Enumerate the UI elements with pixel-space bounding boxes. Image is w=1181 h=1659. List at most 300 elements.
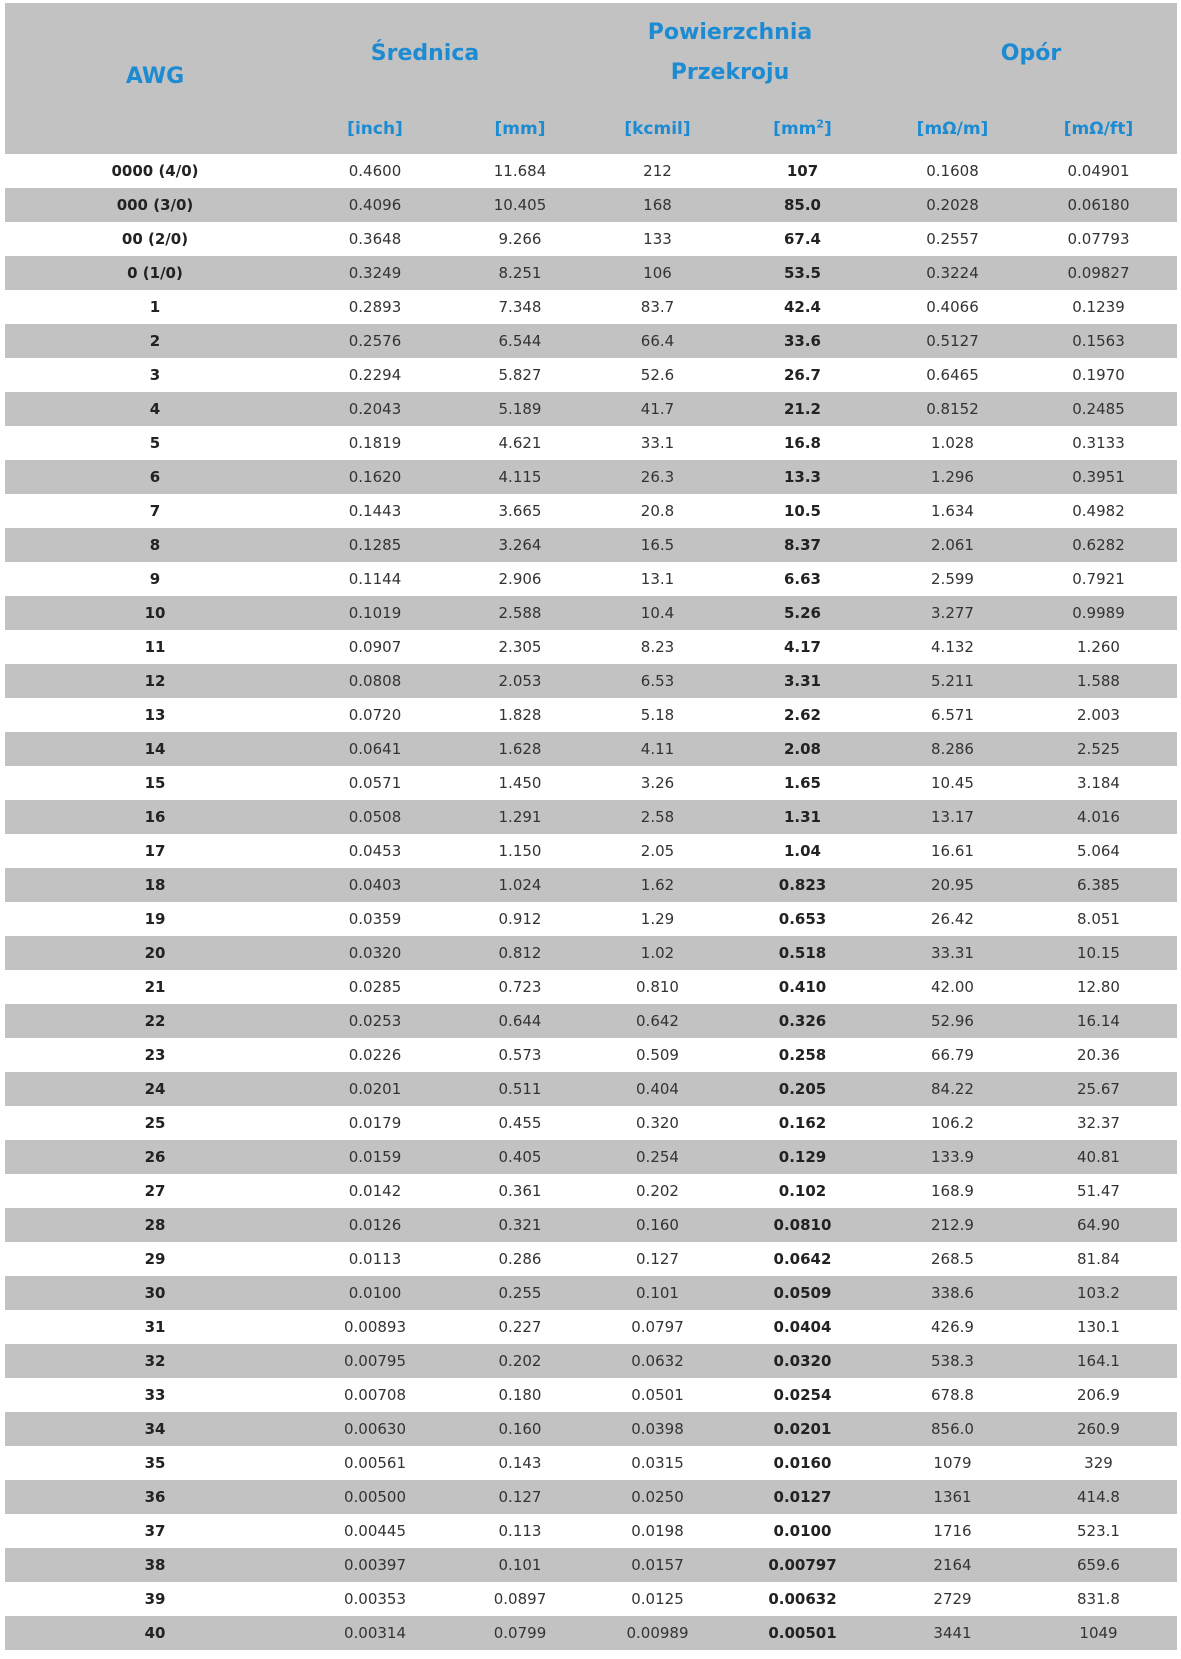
cell-diameter-inch: 0.00630	[305, 1412, 445, 1446]
unit-mohm-per-ft: [mΩ/ft]	[1063, 119, 1134, 139]
cell-area-mm2: 2.62	[783, 706, 821, 724]
cell-area-kcmil: 0.00989	[595, 1616, 720, 1650]
cell-area-kcmil: 0.0250	[595, 1480, 720, 1514]
table-row	[5, 936, 1177, 970]
cell-area-kcmil: 168	[595, 188, 720, 222]
cell-resistance-mohm-m: 856.0	[885, 1412, 1020, 1446]
cell-area-kcmil: 1.02	[595, 936, 720, 970]
cell-resistance-mohm-ft: 831.8	[1077, 1590, 1120, 1608]
cell-resistance-mohm-m: 338.6	[885, 1276, 1020, 1310]
cell-resistance-mohm-m: 3441	[885, 1616, 1020, 1650]
cell-resistance-mohm-m: 26.42	[931, 910, 974, 928]
unit-mm2-base: [mm	[773, 119, 817, 139]
table-row	[5, 1582, 1177, 1616]
table-row	[5, 800, 1177, 834]
cell-area-mm2: 0.0254	[773, 1386, 832, 1404]
cell-diameter-mm: 0.644	[445, 1004, 595, 1038]
cell-resistance-mohm-m: 0.1608	[926, 162, 979, 180]
table-row	[5, 494, 1177, 528]
cell-area-mm2: 4.17	[783, 638, 821, 656]
cell-resistance-mohm-ft: 1.260	[1077, 638, 1120, 656]
cell-diameter-mm: 1.450	[498, 774, 542, 792]
table-row	[5, 1242, 1177, 1276]
cell-diameter-mm: 0.143	[498, 1454, 542, 1472]
cell-resistance-mohm-m: 0.5127	[885, 324, 1020, 358]
cell-resistance-mohm-ft: 20.36	[1077, 1046, 1120, 1064]
cell-area-mm2: 3.31	[720, 664, 885, 698]
awg-table-container	[5, 3, 1177, 1650]
cell-diameter-mm: 0.573	[498, 1046, 542, 1064]
table-row	[5, 664, 1177, 698]
cell-area-mm2: 33.6	[720, 324, 885, 358]
cell-resistance-mohm-ft: 659.6	[1020, 1548, 1177, 1582]
unit-mohm-per-m: [mΩ/m]	[916, 119, 989, 139]
cell-diameter-inch: 0.0285	[348, 978, 402, 996]
cell-resistance-mohm-m: 212.9	[885, 1208, 1020, 1242]
table-row	[5, 1072, 1177, 1106]
cell-area-kcmil: 0.0198	[631, 1522, 684, 1540]
cell-resistance-mohm-ft: 0.04901	[1067, 162, 1130, 180]
table-row	[5, 1616, 1177, 1650]
cell-resistance-mohm-ft: 103.2	[1020, 1276, 1177, 1310]
cell-area-kcmil: 0.0797	[631, 1318, 684, 1336]
cell-diameter-mm: 0.101	[445, 1548, 595, 1582]
cell-resistance-mohm-ft: 523.1	[1077, 1522, 1120, 1540]
cell-awg: 38	[5, 1548, 305, 1582]
cell-awg: 0000 (4/0)	[111, 162, 199, 180]
table-row	[5, 766, 1177, 800]
table-row	[5, 868, 1177, 902]
cell-area-kcmil: 0.0125	[631, 1590, 684, 1608]
cell-diameter-mm: 10.405	[445, 188, 595, 222]
cell-area-kcmil: 0.127	[636, 1250, 679, 1268]
cell-diameter-inch: 0.0253	[305, 1004, 445, 1038]
cell-awg: 12	[5, 664, 305, 698]
cell-area-kcmil: 0.101	[595, 1276, 720, 1310]
cell-resistance-mohm-ft: 0.7921	[1072, 570, 1125, 588]
cell-awg: 17	[144, 842, 166, 860]
cell-resistance-mohm-m: 1716	[933, 1522, 972, 1540]
cell-area-kcmil: 66.4	[595, 324, 720, 358]
table-row	[5, 562, 1177, 596]
table-row	[5, 1276, 1177, 1310]
cell-resistance-mohm-ft: 0.9989	[1020, 596, 1177, 630]
cell-resistance-mohm-m: 1.634	[931, 502, 974, 520]
cell-diameter-inch: 0.0359	[348, 910, 402, 928]
table-row	[5, 1446, 1177, 1480]
cell-resistance-mohm-ft: 81.84	[1077, 1250, 1120, 1268]
cell-diameter-mm: 3.264	[445, 528, 595, 562]
cell-resistance-mohm-m: 52.96	[885, 1004, 1020, 1038]
cell-resistance-mohm-ft: 0.4982	[1072, 502, 1125, 520]
cell-diameter-mm: 1.291	[445, 800, 595, 834]
cell-diameter-mm: 4.621	[498, 434, 542, 452]
cell-awg: 20	[5, 936, 305, 970]
cell-awg: 37	[144, 1522, 166, 1540]
table-row	[5, 1514, 1177, 1548]
cell-awg: 0 (1/0)	[5, 256, 305, 290]
cell-area-kcmil: 41.7	[595, 392, 720, 426]
cell-diameter-mm: 2.305	[498, 638, 542, 656]
cell-diameter-mm: 0.202	[445, 1344, 595, 1378]
cell-diameter-mm: 0.180	[498, 1386, 542, 1404]
cell-resistance-mohm-m: 20.95	[885, 868, 1020, 902]
cell-awg: 29	[144, 1250, 166, 1268]
cell-diameter-mm: 2.053	[445, 664, 595, 698]
cell-diameter-inch: 0.0159	[305, 1140, 445, 1174]
cell-resistance-mohm-m: 5.211	[885, 664, 1020, 698]
cell-area-mm2: 0.00501	[720, 1616, 885, 1650]
cell-diameter-inch: 0.00795	[305, 1344, 445, 1378]
cell-area-kcmil: 106	[595, 256, 720, 290]
cell-resistance-mohm-ft: 51.47	[1077, 1182, 1120, 1200]
cell-diameter-mm: 0.321	[445, 1208, 595, 1242]
cell-area-kcmil: 212	[643, 162, 672, 180]
cell-area-mm2: 0.205	[720, 1072, 885, 1106]
cell-awg: 25	[144, 1114, 166, 1132]
cell-area-kcmil: 0.202	[636, 1182, 679, 1200]
cell-resistance-mohm-m: 0.3224	[885, 256, 1020, 290]
cell-awg: 6	[5, 460, 305, 494]
cell-awg: 31	[144, 1318, 166, 1336]
cell-diameter-inch: 0.0641	[305, 732, 445, 766]
cell-area-mm2: 0.258	[778, 1046, 827, 1064]
cell-diameter-inch: 0.00314	[305, 1616, 445, 1650]
cell-area-kcmil: 0.254	[595, 1140, 720, 1174]
cell-resistance-mohm-ft: 164.1	[1020, 1344, 1177, 1378]
table-row	[5, 460, 1177, 494]
cell-diameter-mm: 1.024	[445, 868, 595, 902]
table-row	[5, 426, 1177, 460]
table-row	[5, 1480, 1177, 1514]
table-row	[5, 188, 1177, 222]
cell-resistance-mohm-ft: 5.064	[1077, 842, 1120, 860]
table-row	[5, 358, 1177, 392]
cell-resistance-mohm-m: 0.2557	[926, 230, 979, 248]
cell-awg: 22	[5, 1004, 305, 1038]
cell-diameter-mm: 7.348	[498, 298, 542, 316]
cell-diameter-mm: 5.189	[445, 392, 595, 426]
table-row	[5, 1378, 1177, 1412]
cell-area-kcmil: 0.0501	[631, 1386, 684, 1404]
cell-resistance-mohm-m: 0.8152	[885, 392, 1020, 426]
cell-resistance-mohm-m: 16.61	[931, 842, 974, 860]
cell-resistance-mohm-m: 1361	[885, 1480, 1020, 1514]
cell-resistance-mohm-m: 538.3	[885, 1344, 1020, 1378]
cell-resistance-mohm-ft: 6.385	[1020, 868, 1177, 902]
cell-diameter-mm: 0.255	[445, 1276, 595, 1310]
cell-area-mm2: 26.7	[783, 366, 821, 384]
cell-resistance-mohm-ft: 16.14	[1020, 1004, 1177, 1038]
cell-diameter-inch: 0.3249	[305, 256, 445, 290]
cell-diameter-inch: 0.0907	[348, 638, 402, 656]
cell-area-mm2: 0.0404	[773, 1318, 832, 1336]
cell-area-mm2: 0.823	[720, 868, 885, 902]
cell-awg: 26	[5, 1140, 305, 1174]
cell-resistance-mohm-m: 4.132	[931, 638, 974, 656]
cell-diameter-mm: 0.812	[445, 936, 595, 970]
table-row	[5, 902, 1177, 936]
cell-area-mm2: 13.3	[720, 460, 885, 494]
cell-area-kcmil: 8.23	[640, 638, 675, 656]
cell-resistance-mohm-ft: 12.80	[1077, 978, 1120, 996]
cell-diameter-inch: 0.4600	[348, 162, 402, 180]
cell-resistance-mohm-ft: 64.90	[1020, 1208, 1177, 1242]
cell-resistance-mohm-m: 678.8	[931, 1386, 974, 1404]
table-row	[5, 324, 1177, 358]
cell-area-kcmil: 1.29	[640, 910, 675, 928]
cell-resistance-mohm-m: 1.296	[885, 460, 1020, 494]
cell-area-kcmil: 26.3	[595, 460, 720, 494]
cell-area-kcmil: 0.0157	[595, 1548, 720, 1582]
cell-diameter-inch: 0.00353	[343, 1590, 407, 1608]
cell-area-kcmil: 33.1	[640, 434, 675, 452]
table-row	[5, 392, 1177, 426]
cell-resistance-mohm-ft: 414.8	[1020, 1480, 1177, 1514]
cell-awg: 36	[5, 1480, 305, 1514]
cell-diameter-inch: 0.0320	[305, 936, 445, 970]
cell-area-mm2: 85.0	[720, 188, 885, 222]
cell-awg: 21	[144, 978, 166, 996]
cell-diameter-inch: 0.0142	[348, 1182, 402, 1200]
cell-area-mm2: 0.129	[720, 1140, 885, 1174]
table-row	[5, 290, 1177, 324]
cell-resistance-mohm-m: 2164	[885, 1548, 1020, 1582]
cell-diameter-mm: 0.511	[445, 1072, 595, 1106]
table-row	[5, 1208, 1177, 1242]
cell-diameter-mm: 9.266	[498, 230, 542, 248]
cell-diameter-mm: 0.127	[445, 1480, 595, 1514]
table-row	[5, 596, 1177, 630]
cell-diameter-inch: 0.4096	[305, 188, 445, 222]
cell-diameter-mm: 0.113	[498, 1522, 542, 1540]
cell-awg: 28	[5, 1208, 305, 1242]
cell-area-mm2: 0.653	[778, 910, 827, 928]
cell-diameter-inch: 0.1019	[305, 596, 445, 630]
cell-diameter-mm: 0.0897	[493, 1590, 547, 1608]
cell-awg: 23	[144, 1046, 166, 1064]
unit-mm: [mm]	[494, 119, 546, 139]
cell-awg: 3	[149, 366, 161, 384]
cell-awg: 00 (2/0)	[121, 230, 189, 248]
cell-area-kcmil: 13.1	[640, 570, 675, 588]
cell-area-kcmil: 2.05	[640, 842, 675, 860]
header-awg: AWG	[125, 64, 185, 89]
cell-diameter-mm: 11.684	[493, 162, 547, 180]
cell-resistance-mohm-ft: 0.2485	[1020, 392, 1177, 426]
cell-area-mm2: 8.37	[720, 528, 885, 562]
table-row	[5, 1140, 1177, 1174]
cell-area-mm2: 0.0201	[720, 1412, 885, 1446]
cell-diameter-inch: 0.3648	[348, 230, 402, 248]
cell-diameter-mm: 1.628	[445, 732, 595, 766]
cell-resistance-mohm-ft: 4.016	[1020, 800, 1177, 834]
unit-kcmil: [kcmil]	[624, 119, 691, 139]
cell-resistance-mohm-ft: 0.1970	[1072, 366, 1125, 384]
cell-awg: 11	[144, 638, 166, 656]
cell-diameter-mm: 0.227	[498, 1318, 542, 1336]
cell-area-kcmil: 0.0398	[595, 1412, 720, 1446]
cell-awg: 15	[144, 774, 166, 792]
cell-diameter-mm: 0.0799	[445, 1616, 595, 1650]
cell-resistance-mohm-m: 0.2028	[885, 188, 1020, 222]
cell-diameter-mm: 0.912	[498, 910, 542, 928]
table-row	[5, 1106, 1177, 1140]
header-resistance: Opór	[1000, 41, 1062, 66]
cell-resistance-mohm-m: 33.31	[885, 936, 1020, 970]
cell-resistance-mohm-m: 133.9	[885, 1140, 1020, 1174]
cell-diameter-mm: 6.544	[445, 324, 595, 358]
cell-diameter-mm: 0.455	[498, 1114, 542, 1132]
cell-diameter-inch: 0.00893	[343, 1318, 407, 1336]
cell-diameter-inch: 0.0453	[348, 842, 402, 860]
cell-resistance-mohm-ft: 0.09827	[1020, 256, 1177, 290]
cell-area-kcmil: 83.7	[640, 298, 675, 316]
cell-area-kcmil: 20.8	[640, 502, 675, 520]
cell-awg: 000 (3/0)	[5, 188, 305, 222]
cell-area-mm2: 53.5	[720, 256, 885, 290]
table-row	[5, 1310, 1177, 1344]
cell-area-mm2: 10.5	[783, 502, 821, 520]
cell-resistance-mohm-ft: 0.1239	[1072, 298, 1125, 316]
cell-area-kcmil: 0.642	[595, 1004, 720, 1038]
cell-resistance-mohm-m: 426.9	[931, 1318, 974, 1336]
cell-resistance-mohm-m: 1079	[933, 1454, 972, 1472]
cell-resistance-mohm-m: 42.00	[931, 978, 974, 996]
cell-resistance-mohm-ft: 260.9	[1020, 1412, 1177, 1446]
cell-diameter-mm: 0.405	[445, 1140, 595, 1174]
cell-resistance-mohm-ft: 10.15	[1020, 936, 1177, 970]
cell-awg: 24	[5, 1072, 305, 1106]
cell-awg: 7	[149, 502, 161, 520]
cell-awg: 13	[144, 706, 166, 724]
cell-diameter-mm: 0.160	[445, 1412, 595, 1446]
cell-diameter-inch: 0.1819	[348, 434, 402, 452]
table-row	[5, 1174, 1177, 1208]
cell-resistance-mohm-ft: 1049	[1020, 1616, 1177, 1650]
cell-area-mm2: 16.8	[783, 434, 821, 452]
cell-area-mm2: 0.0160	[773, 1454, 832, 1472]
cell-diameter-inch: 0.00561	[343, 1454, 407, 1472]
header-area-line2: Przekroju	[670, 60, 790, 85]
cell-diameter-inch: 0.0201	[305, 1072, 445, 1106]
header-area-line1: Powierzchnia	[647, 20, 813, 45]
cell-resistance-mohm-m: 0.4066	[926, 298, 979, 316]
table-row	[5, 1038, 1177, 1072]
cell-area-kcmil: 0.404	[595, 1072, 720, 1106]
cell-awg: 14	[5, 732, 305, 766]
table-row	[5, 698, 1177, 732]
table-row	[5, 834, 1177, 868]
cell-area-mm2: 0.410	[778, 978, 827, 996]
cell-diameter-inch: 0.00397	[305, 1548, 445, 1582]
table-row	[5, 154, 1177, 188]
cell-resistance-mohm-ft: 0.1563	[1020, 324, 1177, 358]
cell-awg: 27	[144, 1182, 166, 1200]
cell-diameter-mm: 0.286	[498, 1250, 542, 1268]
cell-area-mm2: 1.04	[783, 842, 821, 860]
cell-area-mm2: 1.65	[783, 774, 821, 792]
table-row	[5, 1344, 1177, 1378]
cell-diameter-inch: 0.2294	[348, 366, 402, 384]
cell-diameter-inch: 0.0113	[348, 1250, 402, 1268]
awg-data-table	[5, 154, 1177, 1650]
cell-resistance-mohm-m: 6.571	[931, 706, 974, 724]
cell-area-kcmil: 0.0315	[631, 1454, 684, 1472]
table-row	[5, 256, 1177, 290]
cell-resistance-mohm-ft: 2.003	[1077, 706, 1120, 724]
table-row	[5, 1548, 1177, 1582]
cell-resistance-mohm-ft: 130.1	[1077, 1318, 1120, 1336]
cell-diameter-mm: 0.723	[498, 978, 542, 996]
cell-diameter-mm: 4.115	[445, 460, 595, 494]
unit-mm2-end: ]	[824, 119, 832, 139]
cell-area-kcmil: 4.11	[595, 732, 720, 766]
cell-area-mm2: 0.00632	[768, 1590, 837, 1608]
table-row	[5, 630, 1177, 664]
table-row	[5, 222, 1177, 256]
cell-resistance-mohm-ft: 0.3951	[1020, 460, 1177, 494]
cell-awg: 18	[5, 868, 305, 902]
cell-area-kcmil: 52.6	[640, 366, 675, 384]
cell-diameter-inch: 0.0720	[348, 706, 402, 724]
cell-resistance-mohm-ft: 0.07793	[1067, 230, 1130, 248]
cell-resistance-mohm-ft: 32.37	[1077, 1114, 1120, 1132]
cell-diameter-inch: 0.2893	[348, 298, 402, 316]
cell-resistance-mohm-m: 2.599	[931, 570, 974, 588]
cell-awg: 1	[149, 298, 161, 316]
header-diameter: Średnica	[370, 41, 480, 66]
cell-diameter-inch: 0.2576	[305, 324, 445, 358]
cell-resistance-mohm-ft: 1.588	[1020, 664, 1177, 698]
table-row	[5, 970, 1177, 1004]
cell-diameter-mm: 1.828	[498, 706, 542, 724]
cell-awg: 39	[144, 1590, 166, 1608]
cell-resistance-mohm-m: 66.79	[931, 1046, 974, 1064]
cell-diameter-inch: 0.0571	[348, 774, 402, 792]
cell-resistance-mohm-ft: 329	[1084, 1454, 1113, 1472]
cell-resistance-mohm-ft: 0.06180	[1020, 188, 1177, 222]
table-row	[5, 1412, 1177, 1446]
cell-area-mm2: 0.102	[778, 1182, 827, 1200]
cell-diameter-inch: 0.1285	[305, 528, 445, 562]
cell-resistance-mohm-m: 0.6465	[926, 366, 979, 384]
cell-resistance-mohm-m: 106.2	[931, 1114, 974, 1132]
cell-awg: 30	[5, 1276, 305, 1310]
cell-awg: 32	[5, 1344, 305, 1378]
cell-diameter-inch: 0.1144	[348, 570, 402, 588]
table-header	[5, 3, 1177, 154]
cell-diameter-mm: 1.150	[498, 842, 542, 860]
cell-awg: 9	[149, 570, 161, 588]
cell-area-mm2: 6.63	[783, 570, 821, 588]
cell-awg: 4	[5, 392, 305, 426]
cell-awg: 5	[149, 434, 161, 452]
cell-awg: 19	[144, 910, 166, 928]
cell-awg: 33	[144, 1386, 166, 1404]
cell-area-kcmil: 133	[643, 230, 672, 248]
cell-diameter-inch: 0.1443	[348, 502, 402, 520]
cell-area-kcmil: 3.26	[640, 774, 675, 792]
cell-diameter-inch: 0.00708	[343, 1386, 407, 1404]
cell-awg: 8	[5, 528, 305, 562]
cell-area-mm2: 0.0509	[720, 1276, 885, 1310]
table-row	[5, 1004, 1177, 1038]
cell-area-kcmil: 10.4	[595, 596, 720, 630]
cell-resistance-mohm-m: 2729	[933, 1590, 972, 1608]
cell-resistance-mohm-m: 8.286	[885, 732, 1020, 766]
cell-diameter-inch: 0.2043	[305, 392, 445, 426]
